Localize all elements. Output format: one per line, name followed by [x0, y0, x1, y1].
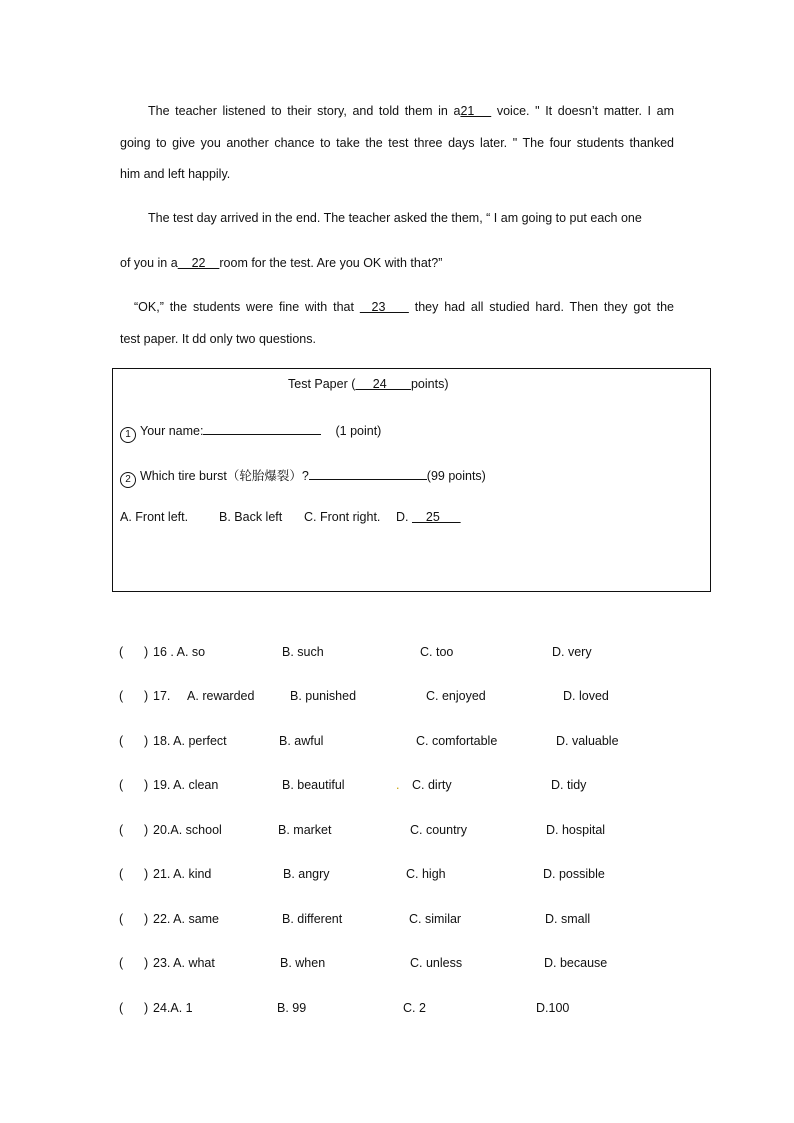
test-question-2: 2 Which tire burst（轮胎爆裂）? (99 points): [120, 466, 486, 488]
question-row-20: ( ) 20.A. school B. market C. country D. hospital: [119, 823, 606, 837]
stray-mark: .: [396, 778, 400, 792]
passage-p3-line2: test paper. It dd only two questions.: [120, 332, 316, 346]
question-row-21: ( ) 21. A. kind B. angry C. high D. possible: [119, 867, 605, 881]
passage-p1-line1: The teacher listened to their story, and told them in a21 voice. " It doesn’t matter. I am: [148, 104, 675, 118]
question-row-18: ( ) 18. A. perfect B. awful C. comfortable D. valuable: [119, 734, 619, 748]
test-question-1: 1 Your name: (1 point): [120, 421, 381, 443]
test-options: A. Front left. B. Back left C. Front right. D. 25: [120, 510, 461, 524]
circled-number-1: 1: [120, 427, 136, 443]
passage-p1-line3: him and left happily.: [120, 167, 231, 181]
name-blank-line: [203, 421, 321, 435]
question-row-23: ( ) 23. A. what B. when C. unless D. because: [119, 956, 608, 970]
blank-22: 22: [177, 256, 220, 270]
blank-25: 25: [411, 510, 461, 524]
circled-number-2: 2: [120, 472, 136, 488]
blank-21: 21: [460, 104, 492, 118]
test-paper-box: [112, 368, 711, 592]
test-paper-title: Test Paper ( 24 points): [288, 377, 449, 391]
question-row-24: ( ) 24.A. 1 B. 99 C. 2 D.100: [119, 1001, 570, 1015]
passage-p3-line1: “OK,” the students were fine with that 23 they had all studied hard. Then they got the: [134, 300, 674, 314]
question-row-22: ( ) 22. A. same B. different C. similar D. small: [119, 912, 591, 926]
passage-p2-line1: The test day arrived in the end. The teacher asked the them, “ I am going to put each one: [148, 211, 642, 225]
passage-p2-line2: of you in a 22 room for the test. Are you OK with that?”: [120, 256, 443, 270]
question-row-17: ( ) 17. A. rewarded B. punished C. enjoyed D. loved: [119, 689, 609, 703]
passage-p1-line2: going to give you another chance to take the test three days later. " The four students thanked: [120, 136, 674, 150]
question-row-16: ( ) 16 . A. so B. such C. too D. very: [119, 645, 592, 659]
question-row-19: ( ) 19. A. clean B. beautiful . C. dirty D. tidy: [119, 778, 587, 792]
answer-blank-line: [309, 466, 427, 480]
blank-24: 24: [355, 377, 411, 391]
blank-23: 23: [359, 300, 409, 314]
